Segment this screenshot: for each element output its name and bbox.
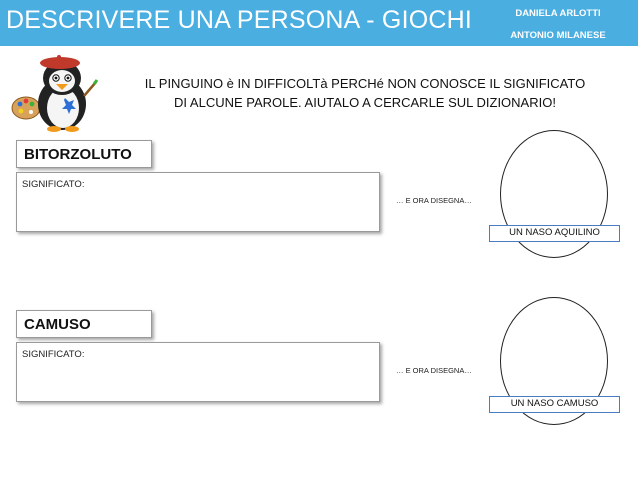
meaning-label: SIGNIFICATO: xyxy=(22,349,85,360)
author-name: ANTONIO MILANESE xyxy=(510,30,606,41)
drawing-caption: UN NASO CAMUSO xyxy=(489,396,620,413)
header-bar xyxy=(0,0,638,46)
meaning-field-bitorzoluto[interactable] xyxy=(16,172,380,232)
author-name: DANIELA ARLOTTI xyxy=(515,8,601,19)
draw-prompt: … E ORA DISEGNA… xyxy=(396,366,472,375)
word-label-bitorzoluto: BITORZOLUTO xyxy=(16,140,152,168)
word-label-camuso: CAMUSO xyxy=(16,310,152,338)
penguin-painter-icon xyxy=(10,52,98,132)
authors xyxy=(488,3,628,47)
drawing-caption: UN NASO AQUILINO xyxy=(489,225,620,242)
page-title: DESCRIVERE UNA PERSONA - GIOCHI xyxy=(6,6,473,34)
meaning-field-camuso[interactable] xyxy=(16,342,380,402)
meaning-label: SIGNIFICATO: xyxy=(22,179,85,190)
draw-prompt: … E ORA DISEGNA… xyxy=(396,196,472,205)
instructions-line: IL PINGUINO è IN DIFFICOLTà PERCHé NON CONOSCE IL SIGNIFICATO xyxy=(144,76,586,91)
instructions-line: DI ALCUNE PAROLE. AIUTALO A CERCARLE SUL DIZIONARIO! xyxy=(174,95,556,110)
instructions xyxy=(115,74,615,112)
